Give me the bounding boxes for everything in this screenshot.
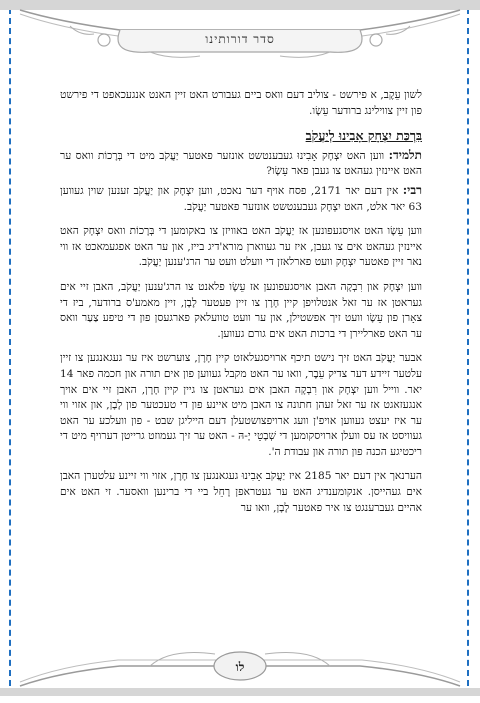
answer-label: רבי: bbox=[402, 182, 423, 197]
answer-paragraph bbox=[60, 183, 422, 215]
page-content bbox=[60, 88, 422, 525]
page-number: לו bbox=[235, 660, 245, 674]
opening-paragraph: לשון עֵקֶב, א פירשט - צוליב דעם וואס ביים געבורט האט זיין האנט אנגעכאפט די פירשט פון זיין צווילינג ברודער עֵשָׂו. bbox=[60, 89, 422, 117]
paragraph-eber-study: אבער יַעֲקֹב האט זיך נישט תיכף ארויסגעלאזט קיין חָרָן, צוערשט איז ער געגאנגען צו זיין עלטער זיידע דער צדיק עֵבֶר, וואו ער האט מקבל געווען פון אים תורה און חכמה פאר 14 יאר. ווייל ווען יִצְחָק און רִבְקָה האבן אים געראטן צו גיין קיין חָרָן, האבן זיי אים אויך אנגעזאגט אז ער זאל זעהן חתונה צו האבן מיט איינע פון די טעכטער פון לָבָן, און אזוי ווי ער איז יעצט געווען אויפ'ן וועג ארויפצושטעלן דעם הייליגן שבט - פון וועלכע ער האט געוויסט אז עס וועלן ארויסקומען די שְׁבָטֵי יָ-הּ - האט ער זיך געמוזט גרייטן דערויף מיט די ריכטיגע הכנה פון תורה און עבודת ה'. bbox=[60, 352, 422, 458]
question-text: ווען האט יִצְחָק אָבִינוּ געבענטשט אונזער פאטער יַעֲקֹב מיט די בְּרָכוֹת וואס ער האט איינזין געהאט צו געבן פאר עֵשָׂו? bbox=[60, 149, 422, 178]
paragraph-flight-advice: ווען יִצְחָק און רִבְקָה האבן אויסגעפונען אז עֵשָׂו פלאנט צו הרג'ענען יַעֲקֹב, האבן זיי אים געראטן אז ער זאל אנטלויפן קיין חָרָן צו זיין פעטער לָבָן, זיין מאמע'ס ברודער, ביז די צאָרן פון עֵשָׂו וועט זיך אפשטילן, און ער וועט טוועלאק פארגעסן פון די טיפע צַעַר וואס ער האט פארליירן די ברכות האט אים גורם געווען. bbox=[60, 280, 422, 340]
question-label: תלמיד: bbox=[388, 147, 422, 162]
question-paragraph bbox=[60, 148, 422, 180]
section-heading: בִּרְכַּת יִצְחָק אָבִינוּ לְיַעֲקֹב bbox=[305, 128, 422, 144]
header-title: סדר דורותינו bbox=[205, 32, 275, 46]
paragraph-charan-arrival: הערנאך אין דעם יאר 2185 איז יַעֲקֹב אָבִינוּ געגאנגען צו חָרָן, אזוי ווי זיינע עלטערן האבן אים געהייסן. אנקומענדיג האט ער געטראפן רָחֵל ביי די ברינען וואסער. זי האט אים אהיים געברענגט צו איר פאטער לָבָן, וואו ער bbox=[60, 470, 422, 514]
paragraph-esau-anger: ווען עֵשָׂו האט אויסגעפונען אז יַעֲקֹב האט באוויזן צו באקומען די בְּרָכוֹת וואס יִצְחָק האט איינזין געהאט אים צו געבן, איז ער געווארן מורא'דיג בייז, און ער האט אפגעמאכט אז ווי נאר זיין פאטער יִצְחָק וועט פארלאזן די וועלט וועט ער הרג'ענען יַעֲקֹב. bbox=[60, 225, 422, 269]
answer-text: אין דעם יאר 2171, פסח אויף דער נאכט, ווען יִצְחָק און יַעֲקֹב זענען שוין געווען 63 יאר אלט, האט יִצְחָק געבענטשט אונזער פאטער יַעֲקֹב. bbox=[60, 184, 422, 213]
